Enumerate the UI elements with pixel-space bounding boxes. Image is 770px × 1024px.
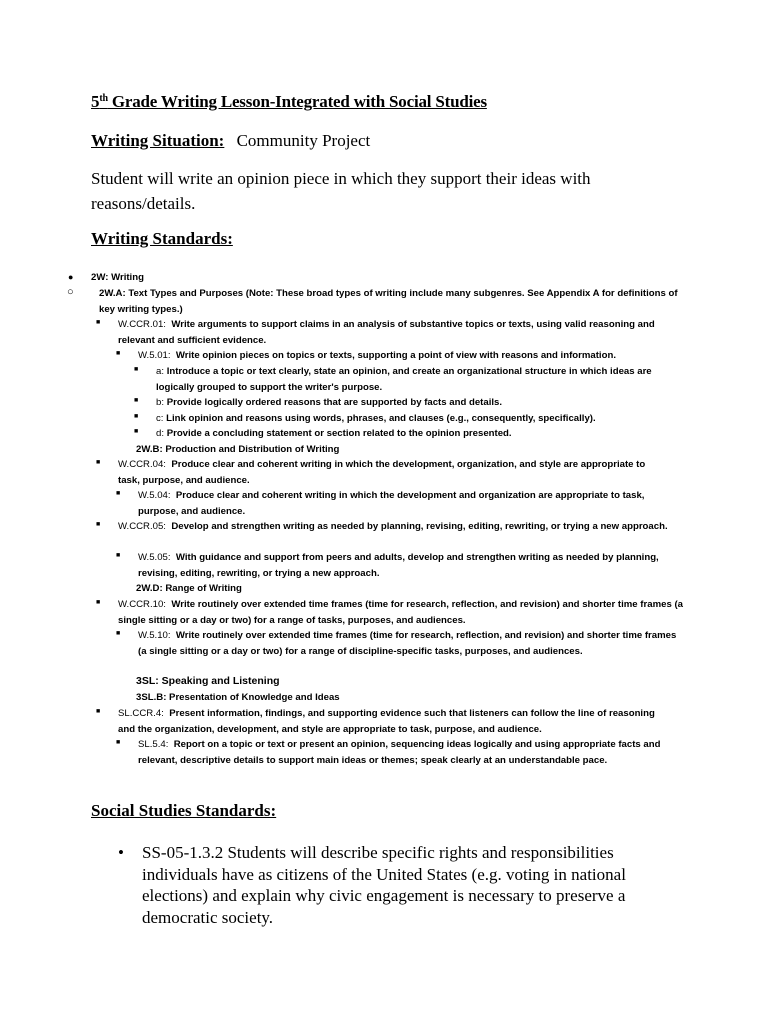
standard-item: c: Link opinion and reasons using words, phrases, and clauses (e.g., consequently, specifically).: [156, 413, 596, 424]
square-bullet-icon: ■: [134, 366, 139, 373]
standard-item: W.CCR.04: Produce clear and coherent writing in which the development, organization, and style are appropriate to task, purpose, and audience.: [118, 459, 646, 486]
page-title: 5th Grade Writing Lesson-Integrated with Social Studies: [91, 92, 487, 111]
writing-standards-heading: Writing Standards:: [91, 229, 233, 248]
hollow-bullet-icon: ○: [67, 286, 74, 298]
social-studies-standard: SS-05-1.3.2 Students will describe specific rights and responsibilities individuals have as citizens of the United States (e.g. voting in national elections) and explain why civic engagement is necessary to preserve a democratic society.: [142, 843, 626, 927]
standard-subheading: 3SL: Speaking and Listening: [136, 675, 280, 687]
square-bullet-icon: ■: [116, 490, 121, 497]
square-bullet-icon: ■: [96, 708, 101, 715]
square-bullet-icon: ■: [134, 413, 139, 420]
square-bullet-icon: ■: [116, 739, 121, 746]
standard-item: W.CCR.05: Develop and strengthen writing as needed by planning, revising, editing, rewriting, or trying a new approach.: [118, 521, 668, 532]
writing-situation: [91, 131, 370, 151]
standard-item: W.5.05: With guidance and support from peers and adults, develop and strengthen writing as needed by planning, revising, editing, rewriting, or trying a new approach.: [138, 552, 659, 579]
square-bullet-icon: ■: [96, 521, 101, 528]
standard-subheading: 2W.B: Production and Distribution of Writing: [136, 444, 340, 455]
square-bullet-icon: ■: [134, 397, 139, 404]
standard-item: W.CCR.10: Write routinely over extended time frames (time for research, reflection, and revision) and shorter time frames (a single sitting or a day or two) for a range of tasks, purposes, and audiences.: [118, 599, 683, 626]
standard-strand: 2W: Writing: [91, 272, 144, 283]
square-bullet-icon: ■: [116, 350, 121, 357]
bullet-icon: •: [118, 843, 124, 862]
standard-item: SL.5.4: Report on a topic or text or present an opinion, sequencing ideas logically and using appropriate facts and relevant, descriptive details to support main ideas or themes; speak clearly at an understandable pace.: [138, 739, 661, 766]
square-bullet-icon: ■: [96, 599, 101, 606]
standard-item: SL.CCR.4: Present information, findings, and supporting evidence such that listeners can follow the line of reasoning and the organization, development, and style are appropriate to task, purpose, and audience.: [118, 708, 655, 735]
square-bullet-icon: ■: [96, 459, 101, 466]
standard-subheading: 2W.D: Range of Writing: [136, 583, 242, 594]
standard-item: d: Provide a concluding statement or section related to the opinion presented.: [156, 428, 512, 439]
lesson-description: Student will write an opinion piece in which they support their ideas with reasons/details.: [91, 169, 591, 213]
standard-item: b: Provide logically ordered reasons that are supported by facts and details.: [156, 397, 503, 408]
standard-subheading: 3SL.B: Presentation of Knowledge and Ideas: [136, 692, 340, 703]
standard-item: W.5.01: Write opinion pieces on topics or texts, supporting a point of view with reasons and information.: [138, 350, 616, 361]
standard-item: W.5.04: Produce clear and coherent writing in which the development and organization are appropriate to task, purpose, and audience.: [138, 490, 645, 517]
standard-item: W.5.10: Write routinely over extended time frames (time for research, reflection, and revision) and shorter time frames (a single sitting or a day or two) for a range of discipline-specific tasks, purposes, and audiences.: [138, 630, 677, 657]
standard-domain: 2W.A: Text Types and Purposes (Note: These broad types of writing include many subgenres. See Appendix A for definitions of key writing types.): [99, 288, 678, 315]
standard-item: a: Introduce a topic or text clearly, state an opinion, and create an organizational structure in which ideas are logically grouped to support the writer's purpose.: [156, 366, 652, 393]
standard-item: W.CCR.01: Write arguments to support claims in an analysis of substantive topics or texts, using valid reasoning and relevant and sufficient evidence.: [118, 319, 655, 346]
bullet-icon: ●: [68, 272, 74, 282]
writing-situation-value: Community Project: [236, 131, 371, 150]
square-bullet-icon: ■: [96, 319, 101, 326]
square-bullet-icon: ■: [116, 552, 121, 559]
square-bullet-icon: ■: [116, 630, 121, 637]
writing-situation-label: Writing Situation:: [91, 131, 225, 150]
social-studies-heading: Social Studies Standards:: [91, 801, 277, 820]
square-bullet-icon: ■: [134, 428, 139, 435]
